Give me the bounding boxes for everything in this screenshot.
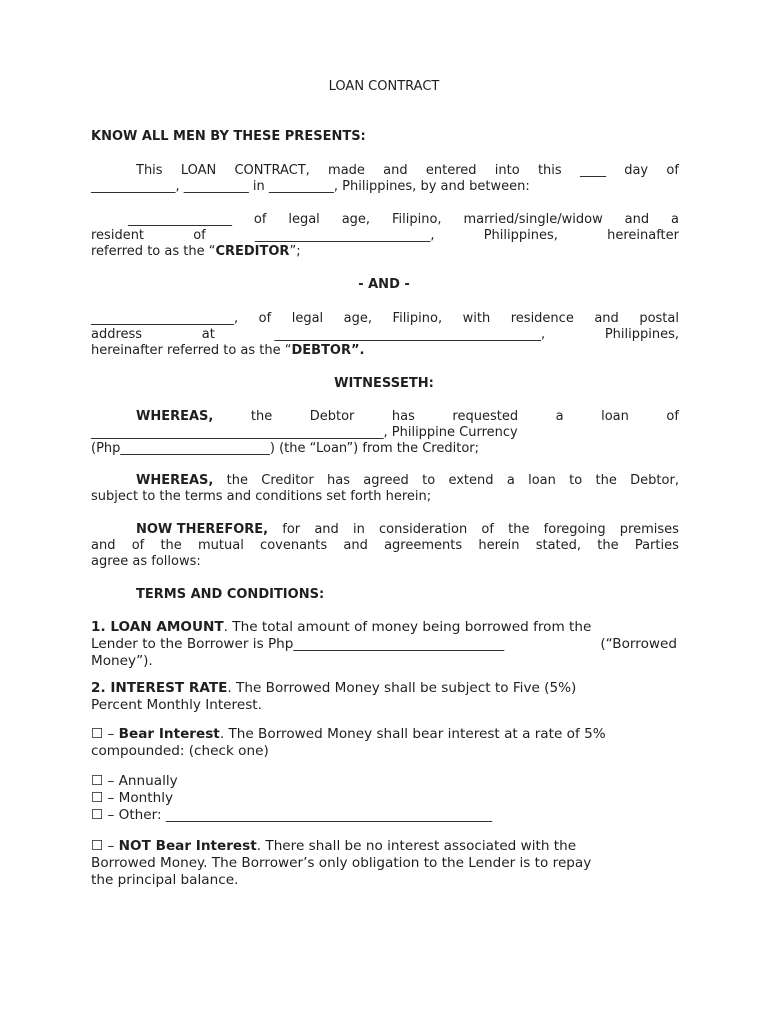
whereas1-line-2: _____________________________________________, Philippine Currency xyxy=(91,425,518,440)
know-all-heading: KNOW ALL MEN BY THESE PRESENTS: xyxy=(91,129,366,144)
not-bear-interest-line-2: Borrowed Money. The Borrower’s only obligation to the Lender is to repay xyxy=(91,855,592,871)
not-bear-interest-checkbox[interactable]: ☐ – xyxy=(91,838,119,854)
and-separator: - AND - xyxy=(358,277,410,292)
now-therefore-line-2: and of the mutual covenants and agreements herein stated, the Parties xyxy=(91,538,679,553)
whereas1-line-1: WHEREAS, the Debtor has requested a loan of xyxy=(136,409,679,424)
creditor-line-3: referred to as the “CREDITOR”; xyxy=(91,244,301,259)
debtor-line-1: ______________________, of legal age, Filipino, with residence and postal xyxy=(91,311,679,326)
now-therefore-line-3: agree as follows: xyxy=(91,554,201,569)
option-other[interactable]: ☐ – Other: ________________________________________________ xyxy=(91,807,493,823)
bear-interest-line-1: ☐ – Bear Interest. The Borrowed Money shall bear interest at a rate of 5% xyxy=(91,726,606,742)
bear-interest-checkbox[interactable]: ☐ – xyxy=(91,726,119,742)
bear-interest-line-2: compounded: (check one) xyxy=(91,743,269,759)
loan-amount-line-3: Money”). xyxy=(91,653,153,669)
whereas2-line-2: subject to the terms and conditions set forth herein; xyxy=(91,489,432,504)
creditor-line-2: resident of ___________________________, Philippines, hereinafter xyxy=(91,228,679,243)
option-annually[interactable]: ☐ – Annually xyxy=(91,773,178,789)
option-monthly[interactable]: ☐ – Monthly xyxy=(91,790,174,806)
interest-rate-line-1: 2. INTEREST RATE. The Borrowed Money shall be subject to Five (5%) xyxy=(91,680,577,696)
whereas2-line-1: WHEREAS, the Creditor has agreed to extend a loan to the Debtor, xyxy=(136,473,679,488)
creditor-line-1: ________________ of legal age, Filipino, married/single/widow and a xyxy=(128,212,679,227)
not-bear-interest-line-1: ☐ – NOT Bear Interest. There shall be no interest associated with the xyxy=(91,838,577,854)
intro-line-1: This LOAN CONTRACT, made and entered into this ____ day of xyxy=(136,163,679,178)
creditor-term: CREDITOR xyxy=(215,244,290,259)
document-title: LOAN CONTRACT xyxy=(328,79,440,94)
debtor-line-3: hereinafter referred to as the “DEBTOR”. xyxy=(91,343,365,358)
debtor-term: DEBTOR”. xyxy=(291,343,365,358)
not-bear-interest-line-3: the principal balance. xyxy=(91,872,239,888)
interest-rate-line-2: Percent Monthly Interest. xyxy=(91,697,262,713)
terms-heading: TERMS AND CONDITIONS: xyxy=(136,587,325,602)
loan-amount-line-2: Lender to the Borrower is Php_______________________________ (“Borrowed xyxy=(91,636,677,652)
intro-line-2: _____________, __________ in __________, Philippines, by and between: xyxy=(91,179,530,194)
debtor-line-2: address at _________________________________________, Philippines, xyxy=(91,327,679,342)
loan-amount-line-1: 1. LOAN AMOUNT. The total amount of money being borrowed from the xyxy=(91,619,592,635)
witnesseth-heading: WITNESSETH: xyxy=(334,376,434,391)
now-therefore-line-1: NOW THEREFORE, for and in consideration of the foregoing premises xyxy=(136,522,679,537)
whereas1-line-3: (Php_______________________) (the “Loan”) from the Creditor; xyxy=(91,441,480,456)
